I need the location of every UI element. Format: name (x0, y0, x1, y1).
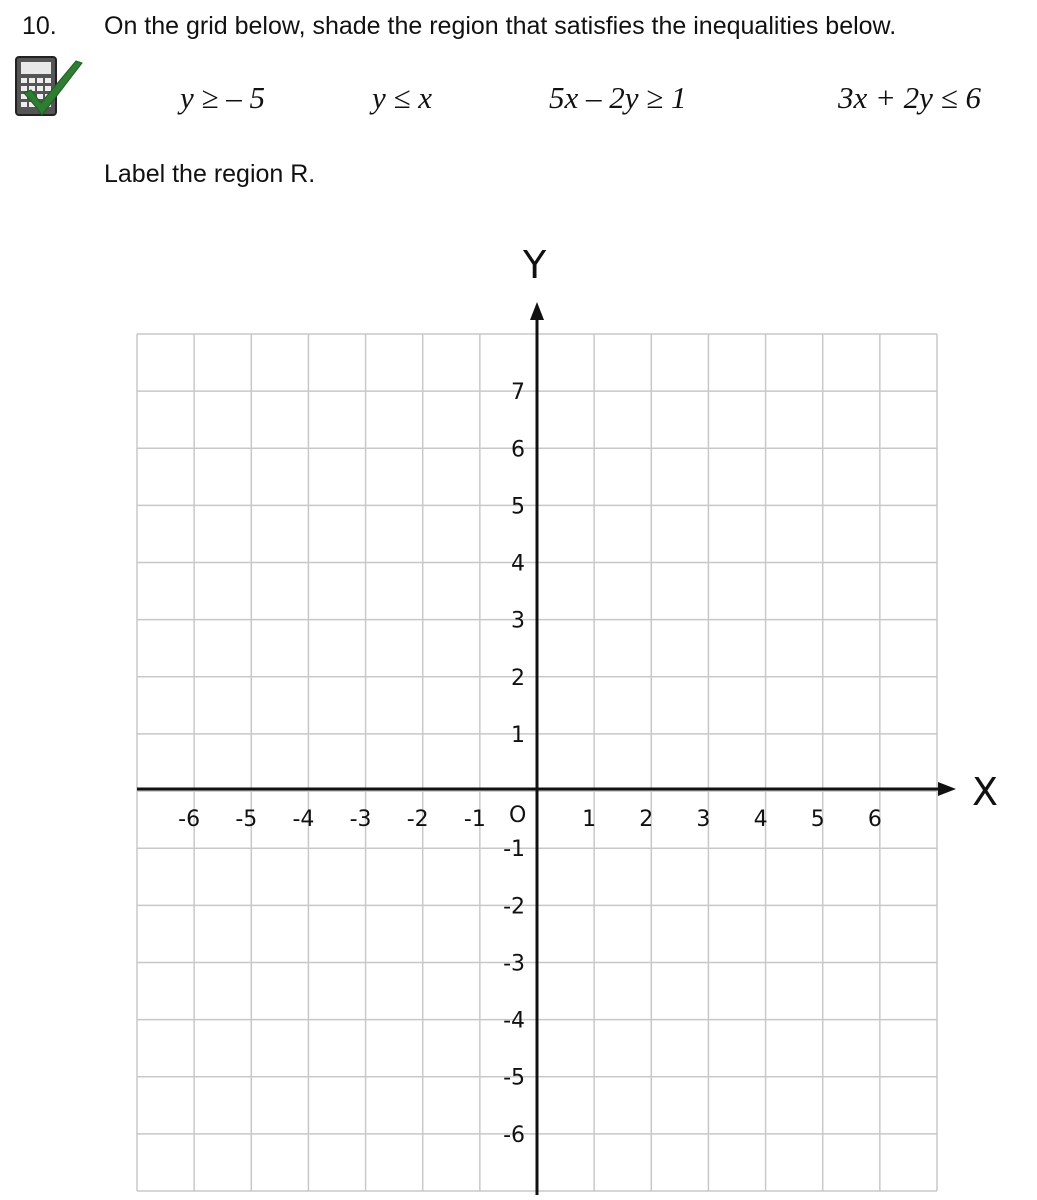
x-tick-label: 1 (582, 807, 597, 833)
y-tick-label: -2 (503, 894, 525, 920)
y-tick-labels (503, 380, 525, 1148)
y-tick-label: 4 (511, 551, 525, 577)
x-tick-label: -3 (349, 807, 372, 833)
x-tick-label: -5 (235, 807, 258, 833)
inequality-2: y ≤ x (372, 80, 433, 115)
x-tick-label: -2 (406, 807, 429, 833)
inequality-1: y ≥ – 5 (180, 80, 266, 115)
x-tick-label: -4 (292, 807, 315, 833)
y-tick-label: 6 (511, 437, 525, 463)
origin-label: O (509, 803, 527, 828)
y-tick-label: -4 (503, 1008, 525, 1034)
coordinate-grid[interactable] (0, 230, 1037, 1200)
question-prompt: On the grid below, shade the region that satisfies the inequalities below. (104, 12, 897, 40)
x-axis-arrow (938, 782, 956, 796)
x-tick-label: 5 (810, 807, 825, 833)
x-tick-label: 3 (696, 807, 711, 833)
y-axis-label: Y (523, 243, 547, 287)
inequality-4: 3x + 2y ≤ 6 (838, 80, 981, 115)
x-tick-label: 6 (867, 807, 882, 833)
y-tick-label: -3 (503, 951, 525, 977)
y-tick-label: 2 (511, 665, 525, 691)
axes (137, 302, 956, 1195)
x-tick-labels (178, 807, 882, 832)
y-tick-label: 5 (511, 494, 525, 520)
x-tick-label: 2 (639, 807, 654, 833)
y-tick-label: 3 (511, 608, 525, 634)
y-tick-label: -6 (503, 1122, 525, 1148)
y-axis-arrow (530, 302, 544, 320)
y-tick-label: -1 (503, 837, 525, 863)
x-tick-label: -6 (178, 807, 201, 833)
inequality-3: 5x – 2y ≥ 1 (549, 80, 687, 115)
calculator-allowed-checkmark-icon (14, 55, 86, 123)
y-tick-label: 1 (511, 722, 525, 748)
x-axis-label: X (972, 770, 999, 814)
x-tick-label: 4 (753, 807, 768, 833)
y-tick-label: 7 (511, 380, 525, 406)
question-number: 10. (22, 12, 57, 40)
y-tick-label: -5 (503, 1065, 525, 1091)
x-tick-label: -1 (463, 807, 486, 833)
label-instruction: Label the region R. (104, 160, 316, 188)
